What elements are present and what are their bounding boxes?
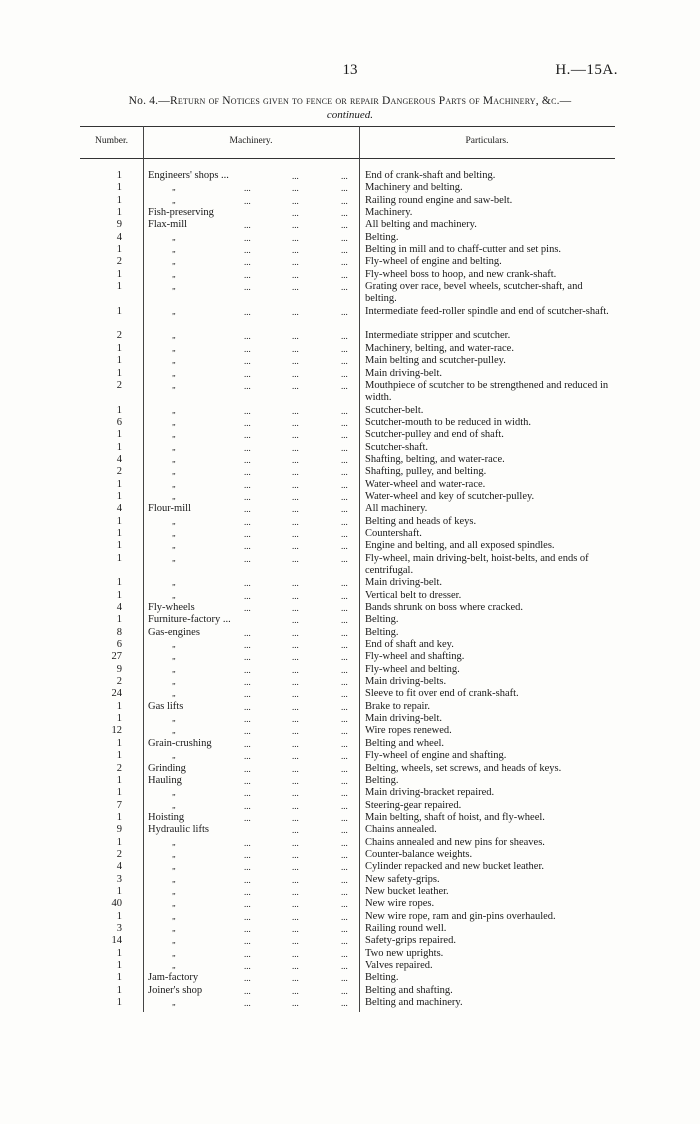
row-number: 1 — [116, 614, 122, 626]
table-row: 1 „ ... ... ... Scutcher-shaft. — [0, 442, 700, 454]
row-number: 1 — [116, 441, 122, 453]
row-number: 1 — [116, 984, 122, 996]
table-row: 1 „ ... ... ... Main belting and scutcher-pulley. — [0, 355, 700, 367]
row-particulars: Belting. — [365, 774, 399, 786]
row-machinery: „ — [172, 491, 177, 501]
row-machinery: „ — [172, 282, 177, 292]
row-machinery: Flour-mill — [148, 503, 191, 515]
table-row: 3 „ ... ... ... Railing round well. — [0, 923, 700, 935]
row-number: 1 — [116, 404, 122, 416]
row-machinery: „ — [172, 343, 177, 353]
table-row: 1 „ ... ... ... Water-wheel and water-race. — [0, 479, 700, 491]
row-number: 2 — [116, 762, 122, 774]
row-machinery: „ — [172, 195, 177, 205]
row-machinery: „ — [172, 245, 177, 255]
row-number: 4 — [116, 861, 122, 873]
row-particulars: Grating over race, bevel wheels, scutcher-shaft, and belting. — [365, 281, 583, 305]
row-number: 1 — [116, 552, 122, 564]
table-top-rule — [80, 126, 615, 127]
table-row: 1 „ ... ... ... Main driving-belt. — [0, 713, 700, 725]
row-number: 2 — [116, 379, 122, 391]
row-machinery: Hydraulic lifts — [148, 824, 209, 836]
table-row: 1 „ ... ... ... Belting and heads of keys. — [0, 516, 700, 528]
row-number: 8 — [116, 626, 122, 638]
row-machinery: „ — [172, 590, 177, 600]
row-number: 1 — [116, 207, 122, 219]
row-particulars: Shafting, belting, and water-race. — [365, 453, 505, 465]
row-machinery: „ — [172, 652, 177, 662]
row-machinery: „ — [172, 479, 177, 489]
row-number: 1 — [116, 713, 122, 725]
row-number: 3 — [116, 873, 122, 885]
row-machinery: „ — [172, 751, 177, 761]
row-particulars: Countershaft. — [365, 527, 422, 539]
row-particulars: New bucket leather. — [365, 885, 449, 897]
row-particulars: Belting and wheel. — [365, 737, 445, 749]
row-machinery: „ — [172, 417, 177, 427]
row-number: 6 — [116, 639, 122, 651]
table-row: 40 „ ... ... ... New wire ropes. — [0, 898, 700, 910]
table-row: 3 „ ... ... ... New safety-grips. — [0, 874, 700, 886]
table-row: 1 Hoisting ... ... ... Main belting, shaft of hoist, and fly-wheel. — [0, 812, 700, 824]
row-particulars: Fly-wheel and shafting. — [365, 651, 465, 663]
row-machinery: „ — [172, 467, 177, 477]
row-number: 14 — [111, 935, 122, 947]
table-row: 2 „ ... ... ... Counter-balance weights. — [0, 849, 700, 861]
table-row: 1 Engineers' shops ... ... ... End of crank-shaft and belting. — [0, 170, 700, 182]
row-particulars: End of crank-shaft and belting. — [365, 170, 496, 181]
title-main: Return of Notices given to fence or repair Dangerous Parts of Machinery, &c.— — [169, 95, 572, 107]
table-row: 1 Grain-crushing ... ... ... Belting and wheel. — [0, 738, 700, 750]
row-particulars: Water-wheel and water-race. — [365, 478, 486, 490]
row-machinery: „ — [172, 578, 177, 588]
row-machinery: „ — [172, 923, 177, 933]
row-machinery: Grain-crushing — [148, 737, 212, 749]
row-number: 1 — [116, 540, 122, 552]
row-particulars: Belting in mill and to chaff-cutter and set pins. — [365, 244, 562, 256]
row-machinery: Hauling — [148, 774, 182, 786]
row-machinery: „ — [172, 689, 177, 699]
row-machinery: „ — [172, 553, 177, 563]
table-row: 1 „ ... ... ... New wire rope, ram and gin-pins overhauled. — [0, 911, 700, 923]
row-particulars: Belting. — [365, 626, 399, 638]
row-particulars: Scutcher-mouth to be reduced in width. — [365, 416, 531, 428]
table-row: 1 „ ... ... ... New bucket leather. — [0, 886, 700, 898]
table-subtitle: continued. — [326, 109, 374, 121]
row-number: 1 — [116, 478, 122, 490]
row-particulars: Machinery, belting, and water-race. — [365, 342, 514, 354]
row-machinery: „ — [172, 257, 177, 267]
row-machinery: „ — [172, 874, 177, 884]
row-machinery: „ — [172, 849, 177, 859]
row-machinery: „ — [172, 998, 177, 1008]
row-number: 6 — [116, 416, 122, 428]
table-row: 1 Furniture-factory ... ... ... Belting. — [0, 614, 700, 626]
row-particulars: Valves repaired. — [365, 960, 433, 971]
row-number: 3 — [116, 922, 122, 934]
row-machinery: Flax-mill — [148, 219, 188, 231]
row-machinery: „ — [172, 430, 177, 440]
table-row: 4 Flour-mill ... ... ... All machinery. — [0, 503, 700, 515]
row-machinery: „ — [172, 183, 177, 193]
table-row: 1 Fish-preserving ... ... Machinery. — [0, 207, 700, 219]
row-machinery: „ — [172, 788, 177, 798]
table-row: 1 „ ... ... ... Vertical belt to dresser. — [0, 590, 700, 602]
row-machinery: „ — [172, 899, 177, 909]
row-number: 1 — [116, 577, 122, 589]
row-number: 1 — [116, 774, 122, 786]
row-machinery: „ — [172, 442, 177, 452]
row-machinery: „ — [172, 516, 177, 526]
table-row: 9 „ ... ... ... Fly-wheel and belting. — [0, 664, 700, 676]
row-number: 1 — [116, 527, 122, 539]
row-particulars: All belting and machinery. — [365, 219, 477, 231]
row-number: 4 — [116, 503, 122, 515]
row-number: 4 — [116, 453, 122, 465]
row-particulars: Wire ropes renewed. — [365, 725, 452, 737]
row-number: 1 — [116, 997, 122, 1009]
table-body — [0, 170, 700, 1009]
table-row: 1 „ ... ... ... Main driving-belt. — [0, 368, 700, 380]
row-particulars: New wire rope, ram and gin-pins overhauled. — [365, 910, 556, 922]
row-number: 2 — [116, 848, 122, 860]
row-number: 1 — [116, 737, 122, 749]
row-number: 27 — [111, 651, 122, 663]
table-row: 12 „ ... ... ... Wire ropes renewed. — [0, 725, 700, 737]
row-number: 1 — [116, 885, 122, 897]
row-machinery: „ — [172, 541, 177, 551]
row-particulars: Main driving-bracket repaired. — [365, 787, 495, 799]
row-number: 1 — [116, 910, 122, 922]
row-machinery: „ — [172, 800, 177, 810]
row-number: 1 — [116, 700, 122, 712]
row-particulars: Belting and shafting. — [365, 984, 453, 996]
row-particulars: Scutcher-belt. — [365, 404, 424, 416]
row-machinery: Gas lifts — [148, 700, 184, 712]
row-number: 12 — [111, 725, 122, 737]
table-row: 1 „ ... ... ... Countershaft. — [0, 528, 700, 540]
table-title — [0, 95, 700, 107]
table-row: 4 „ ... ... ... Cylinder repacked and new bucket leather. — [0, 861, 700, 873]
row-particulars: Scutcher-shaft. — [365, 441, 429, 453]
row-number: 1 — [116, 490, 122, 502]
row-number: 1 — [116, 960, 122, 971]
row-machinery: „ — [172, 714, 177, 724]
row-machinery: Jam-factory — [148, 972, 199, 984]
row-particulars: Main belting and scutcher-pulley. — [365, 355, 506, 367]
row-machinery: Hoisting — [148, 811, 185, 823]
row-number: 1 — [116, 305, 122, 317]
table-row: 7 „ ... ... ... Steering-gear repaired. — [0, 800, 700, 812]
row-particulars: Counter-balance weights. — [365, 848, 473, 860]
row-number: 24 — [111, 688, 122, 700]
page-number: 13 — [342, 62, 358, 78]
row-number: 2 — [116, 676, 122, 688]
row-particulars: Engine and belting, and all exposed spindles. — [365, 540, 555, 552]
row-particulars: Cylinder repacked and new bucket leather. — [365, 861, 545, 873]
column-header-machinery: Machinery. — [229, 136, 273, 146]
row-machinery: Furniture-factory ... — [148, 614, 231, 626]
table-row: 4 „ ... ... ... Belting. — [0, 232, 700, 244]
table-row: 9 Flax-mill ... ... ... All belting and machinery. — [0, 219, 700, 231]
table-row: 2 „ ... ... ... Main driving-belts. — [0, 676, 700, 688]
row-particulars: Main driving-belts. — [365, 676, 447, 688]
table-row: 1 „ ... ... ... Belting and machinery. — [0, 997, 700, 1009]
table-row: 4 „ ... ... ... Shafting, belting, and water-race. — [0, 454, 700, 466]
row-machinery: Fly-wheels — [148, 602, 195, 614]
column-header-number: Number. — [95, 136, 128, 146]
table-row: 9 Hydraulic lifts ... ... Chains annealed. — [0, 824, 700, 836]
table-row: 1 Hauling ... ... ... Belting. — [0, 775, 700, 787]
table-row: 6 „ ... ... ... End of shaft and key. — [0, 639, 700, 651]
row-machinery: „ — [172, 911, 177, 921]
row-number: 1 — [116, 170, 122, 181]
row-particulars: New wire ropes. — [365, 898, 435, 910]
row-number: 1 — [116, 342, 122, 354]
row-machinery: „ — [172, 726, 177, 736]
row-machinery: „ — [172, 936, 177, 946]
table-row: 27 „ ... ... ... Fly-wheel and shafting. — [0, 651, 700, 663]
row-machinery: „ — [172, 886, 177, 896]
table-row: 1 „ ... ... ... Fly-wheel, main driving-belt, hoist-belts, and ends of centrifugal. — [0, 553, 700, 578]
row-machinery: „ — [172, 368, 177, 378]
row-particulars: Shafting, pulley, and belting. — [365, 466, 487, 478]
row-machinery: „ — [172, 306, 177, 316]
row-machinery: „ — [172, 862, 177, 872]
row-particulars: Main driving-belt. — [365, 367, 442, 379]
row-number: 1 — [116, 244, 122, 256]
table-row: 1 „ ... ... ... Main driving-bracket repaired. — [0, 787, 700, 799]
row-machinery: „ — [172, 269, 177, 279]
row-machinery: „ — [172, 640, 177, 650]
row-particulars: Chains annealed and new pins for sheaves. — [365, 836, 545, 848]
row-number: 1 — [116, 515, 122, 527]
row-number: 1 — [116, 947, 122, 959]
table-row: 2 „ ... ... ... Fly-wheel of engine and belting. — [0, 256, 700, 268]
row-number: 1 — [116, 367, 122, 379]
row-particulars: Two new uprights. — [365, 947, 444, 959]
row-particulars: Sleeve to fit over end of crank-shaft. — [365, 688, 519, 700]
row-particulars: Mouthpiece of scutcher to be strengthened and reduced in width. — [365, 379, 609, 404]
row-machinery: „ — [172, 331, 177, 341]
table-row: 1 „ ... ... ... Fly-wheel of engine and shafting. — [0, 750, 700, 762]
table-row: 2 „ ... ... ... Intermediate stripper and scutcher. — [0, 330, 700, 342]
table-row: 1 „ ... ... ... Valves repaired. — [0, 960, 700, 972]
table-row: 1 „ ... ... ... Chains annealed and new pins for sheaves. — [0, 837, 700, 849]
row-machinery: Gas-engines — [148, 626, 200, 638]
row-number: 9 — [116, 824, 122, 836]
row-particulars: Brake to repair. — [365, 700, 431, 712]
row-number: 2 — [116, 256, 122, 268]
row-particulars: Vertical belt to dresser. — [365, 589, 462, 601]
row-particulars: Machinery. — [365, 207, 413, 219]
row-particulars: Water-wheel and key of scutcher-pulley. — [365, 490, 535, 502]
table-row: 1 Jam-factory ... ... ... Belting. — [0, 972, 700, 984]
row-machinery: Joiner's shop — [148, 984, 203, 996]
row-particulars: Belting. — [365, 614, 399, 626]
table-row: 6 „ ... ... ... Scutcher-mouth to be reduced in width. — [0, 417, 700, 429]
row-number: 1 — [116, 589, 122, 601]
row-particulars: Chains annealed. — [365, 824, 437, 836]
row-machinery: „ — [172, 528, 177, 538]
row-particulars: Belting and heads of keys. — [365, 515, 477, 527]
row-particulars: Railing round well. — [365, 922, 447, 934]
row-machinery: „ — [172, 664, 177, 674]
row-particulars: Intermediate stripper and scutcher. — [365, 330, 511, 342]
row-machinery: „ — [172, 948, 177, 958]
row-machinery: „ — [172, 677, 177, 687]
row-particulars: Steering-gear repaired. — [365, 799, 462, 811]
table-row: 1 „ ... ... ... Machinery, belting, and water-race. — [0, 343, 700, 355]
row-particulars: Belting, wheels, set screws, and heads of keys. — [365, 762, 562, 774]
row-particulars: Scutcher-pulley and end of shaft. — [365, 429, 504, 441]
row-number: 1 — [116, 194, 122, 206]
row-machinery: Fish-preserving — [148, 207, 214, 219]
row-particulars: Main belting, shaft of hoist, and fly-wheel. — [365, 811, 545, 823]
row-particulars: Machinery and belting. — [365, 182, 463, 194]
row-particulars: All machinery. — [365, 503, 428, 515]
row-number: 4 — [116, 231, 122, 243]
row-machinery: „ — [172, 454, 177, 464]
row-number: 7 — [116, 799, 122, 811]
row-number: 1 — [116, 281, 122, 293]
row-number: 1 — [116, 750, 122, 762]
row-number: 1 — [116, 182, 122, 194]
table-row: 1 „ ... ... ... Railing round engine and saw-belt. — [0, 195, 700, 207]
row-number: 1 — [116, 429, 122, 441]
table-row: 1 „ ... ... ... Engine and belting, and all exposed spindles. — [0, 540, 700, 552]
row-particulars: End of shaft and key. — [365, 639, 454, 651]
row-number: 9 — [116, 219, 122, 231]
table-row: 1 „ ... ... ... Main driving-belt. — [0, 577, 700, 589]
table-row: 4 Fly-wheels ... ... ... Bands shrunk on boss where cracked. — [0, 602, 700, 614]
row-machinery: „ — [172, 380, 177, 390]
row-machinery: „ — [172, 961, 177, 970]
row-machinery: „ — [172, 232, 177, 242]
row-number: 4 — [116, 602, 122, 614]
row-particulars: Fly-wheel and belting. — [365, 663, 460, 675]
table-row: 1 „ ... ... ... Grating over race, bevel wheels, scutcher-shaft, and belting. — [0, 281, 700, 306]
row-number: 40 — [111, 898, 122, 910]
row-number: 1 — [116, 811, 122, 823]
row-number: 1 — [116, 268, 122, 280]
table-row: 2 „ ... ... ... Mouthpiece of scutcher to be strengthened and reduced in width. — [0, 380, 700, 405]
row-number: 2 — [116, 330, 122, 342]
table-row: 1 „ ... ... ... Fly-wheel boss to hoop, and new crank-shaft. — [0, 269, 700, 281]
row-particulars: Railing round engine and saw-belt. — [365, 194, 513, 206]
row-number: 9 — [116, 663, 122, 675]
row-particulars: Main driving-belt. — [365, 713, 442, 725]
row-machinery: „ — [172, 405, 177, 415]
row-particulars: Fly-wheel boss to hoop, and new crank-shaft. — [365, 268, 557, 280]
table-row: 2 „ ... ... ... Shafting, pulley, and belting. — [0, 466, 700, 478]
table-row: 1 „ ... ... ... Belting in mill and to chaff-cutter and set pins. — [0, 244, 700, 256]
column-header-particulars: Particulars. — [465, 136, 509, 146]
table-row: 24 „ ... ... ... Sleeve to fit over end of crank-shaft. — [0, 688, 700, 700]
row-particulars: Belting and machinery. — [365, 997, 463, 1009]
table-row: 1 „ ... ... ... Two new uprights. — [0, 948, 700, 960]
row-particulars: Belting. — [365, 231, 399, 243]
row-number: 1 — [116, 355, 122, 367]
table-row: 1 „ ... ... ... Scutcher-pulley and end of shaft. — [0, 429, 700, 441]
table-header-rule — [80, 158, 615, 159]
row-particulars: Fly-wheel of engine and belting. — [365, 256, 502, 268]
table-row: 1 „ ... ... ... Water-wheel and key of scutcher-pulley. — [0, 491, 700, 503]
table-row: 14 „ ... ... ... Safety-grips repaired. — [0, 935, 700, 947]
row-number: 1 — [116, 836, 122, 848]
row-particulars: Main driving-belt. — [365, 577, 442, 589]
row-particulars: Belting. — [365, 972, 399, 984]
row-machinery: „ — [172, 356, 177, 366]
row-particulars: Bands shrunk on boss where cracked. — [365, 602, 524, 614]
row-number: 1 — [116, 972, 122, 984]
row-particulars: Fly-wheel, main driving-belt, hoist-belts, and ends of centrifugal. — [365, 552, 589, 576]
table-row: 1 „ ... ... ... Scutcher-belt. — [0, 405, 700, 417]
row-particulars: New safety-grips. — [365, 873, 440, 885]
row-machinery: Engineers' shops ... — [148, 170, 229, 181]
table-row: 1 „ ... ... ... Intermediate feed-roller spindle and end of scutcher-shaft. — [0, 306, 700, 331]
row-number: 1 — [116, 787, 122, 799]
row-machinery: „ — [172, 837, 177, 847]
row-particulars: Safety-grips repaired. — [365, 935, 456, 947]
document-reference: H.—15A. — [555, 62, 618, 78]
row-particulars: Fly-wheel of engine and shafting. — [365, 750, 507, 762]
table-row: 2 Grinding ... ... ... Belting, wheels, set screws, and heads of keys. — [0, 763, 700, 775]
table-row: 8 Gas-engines ... ... ... Belting. — [0, 627, 700, 639]
table-row: 1 Joiner's shop ... ... ... Belting and shafting. — [0, 985, 700, 997]
row-number: 2 — [116, 466, 122, 478]
row-machinery: Grinding — [148, 762, 186, 774]
row-particulars: Intermediate feed-roller spindle and end of scutcher-shaft. — [365, 305, 609, 317]
table-row: 1 „ ... ... ... Machinery and belting. — [0, 182, 700, 194]
title-prefix: No. 4.— — [128, 95, 170, 107]
table-row: 1 Gas lifts ... ... ... Brake to repair. — [0, 701, 700, 713]
